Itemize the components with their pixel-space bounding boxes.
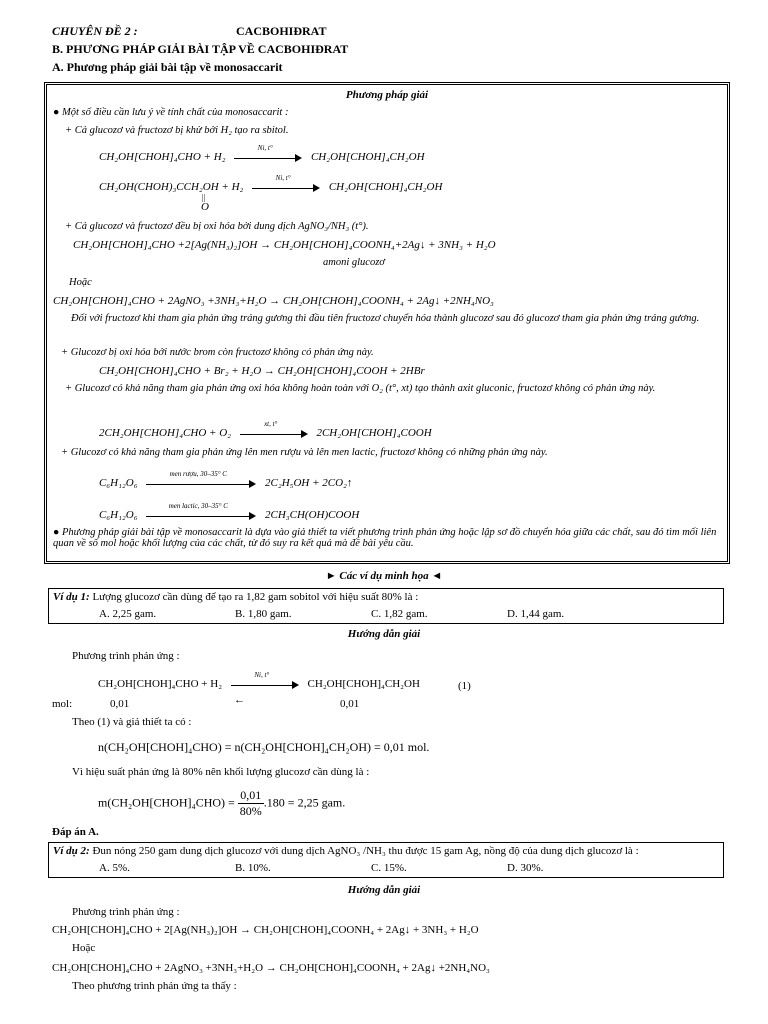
example-1-equation: CH₂OH[CHOH]₄CHO + H₂ Ni, t° CH₂OH[CHOH]₄CH₂OH xyxy=(98,671,420,690)
example-2-equation-2: CH₂OH[CHOH]₄CHO + 2AgNO₃ +3NH₃+H₂O → CH₂OH[CHOH]₄COONH₄ + 2Ag↓ +2NH₄NO₃ xyxy=(52,962,490,974)
mol-sorbitol: 0,01 xyxy=(340,698,360,710)
reaction-arrow: men lactic, 30–35° C xyxy=(146,510,256,520)
example-1-question: Ví dụ 1: Lượng glucozơ cần dùng để tạo ra 1,82 gam sobitol với hiệu suất 80% là : xyxy=(53,591,419,603)
product-name: amoni glucozơ xyxy=(323,257,385,268)
option-d: D. 30%. xyxy=(507,862,544,874)
answer-1: Đáp án A. xyxy=(52,826,99,838)
example-2-reaction-label: Phương trình phản ứng : xyxy=(72,906,180,918)
reaction-arrow: xt, t° xyxy=(240,428,308,438)
example-1-box xyxy=(48,588,724,624)
mol-glucose: 0,01 xyxy=(110,698,130,710)
option-b: B. 10%. xyxy=(235,862,271,874)
section-b-title: B. PHƯƠNG PHÁP GIẢI BÀI TẬP VỀ CACBOHIĐRAT xyxy=(52,42,349,56)
example-1-guide-title: Hướng dẫn giải xyxy=(347,628,421,640)
option-a: A. 5%. xyxy=(99,862,130,874)
chuyen-de-label: CHUYÊN ĐỀ 2 : xyxy=(52,24,138,38)
equation-lactic-fermentation: C₆H₁₂O₆ men lactic, 30–35° C 2CH₃CH(OH)COOH xyxy=(99,502,360,521)
section-a-title: A. Phương pháp giải bài tập về monosaccarit xyxy=(52,60,283,74)
method-box xyxy=(44,82,730,564)
mol-arrow: ← xyxy=(234,694,245,706)
example-2-question: Ví dụ 2: Đun nóng 250 gam dung dịch glucozơ với dung dịch AgNO₃ /NH₃ thu được 15 gam Ag, nồng độ của dung dịch glucozơ là : xyxy=(53,845,639,857)
reaction-arrow: Ni, t° xyxy=(231,679,299,689)
equation-glucose-h2: CH₂OH[CHOH]₄CHO + H₂ Ni, t° CH₂OH[CHOH]₄CH₂OH xyxy=(99,144,425,163)
note-intro: ● Một số điều cần lưu ý về tính chất của monosaccarit : xyxy=(53,107,289,118)
equation-oxygen: 2CH₂OH[CHOH]₄CHO + O₂ xt, t° 2CH₂OH[CHOH]₄COOH xyxy=(99,420,432,439)
option-d: D. 1,44 gam. xyxy=(507,608,565,620)
note-oxidize: + Cả glucozơ và fructozơ đều bị oxi hóa bởi dung dịch AgNO₃/NH₃ (t°). xyxy=(65,221,369,232)
example-1-equation-number: (1) xyxy=(458,680,471,692)
mass-equation: m(CH₂OH[CHOH]₄CHO) = $\frac{0,01}{80\%}$ .180 = 2,25 gam. xyxy=(98,788,346,818)
carbonyl-oxygen: O xyxy=(201,201,209,213)
note-bromine: + Glucozơ bị oxi hóa bởi nước brom còn fructozơ không có phản ứng này. xyxy=(61,347,374,358)
theo-1: Theo (1) và giả thiết ta có : xyxy=(72,716,192,728)
reaction-arrow: Ni, t° xyxy=(252,182,320,192)
example-2-equation-1: CH₂OH[CHOH]₄CHO + 2[Ag(NH₃)₂]OH → CH₂OH[CHOH]₄COONH₄ + 2Ag↓ + 3NH₃ + H₂O xyxy=(52,924,479,936)
equation-bromine: CH₂OH[CHOH]₄CHO + Br₂ + H₂O → CH₂OH[CHOH]₄COOH + 2HBr xyxy=(99,365,425,377)
example-1-reaction-label: Phương trình phản ứng : xyxy=(72,650,180,662)
or-label: Hoặc xyxy=(69,277,92,288)
examples-heading: ► Các ví dụ minh họa ◄ xyxy=(325,570,443,582)
example-2-or-label: Hoặc xyxy=(72,942,96,954)
method-summary: ● Phương pháp giải bài tập về monosaccarit là dựa vào giả thiết ta viết phương trình phản ứng hoặc lập sơ đồ chuyển hóa giữa các chất, sau đó tìm mối liên quan về số mol hoặc khối lượng của các chất, từ đó suy ra kết quả mà đề bài yêu cầu. xyxy=(53,527,717,549)
option-c: C. 15%. xyxy=(371,862,407,874)
example-2-box xyxy=(48,842,724,878)
option-a: A. 2,25 gam. xyxy=(99,608,157,620)
note-fructose-mirror: Đối với fructozơ khi tham gia phản ứng tráng gương thì đầu tiên fructozơ chuyển hóa thành glucozơ sau đó glucozơ tham gia phản ứng tráng gương. xyxy=(71,313,700,324)
method-title: Phương pháp giải xyxy=(345,89,429,101)
carbonyl-bond: || xyxy=(201,193,206,202)
note-fermentation: + Glucozơ có khả năng tham gia phản ứng lên men rượu và lên men lactic, fructozơ không có những phản ứng này. xyxy=(61,447,548,458)
note-oxygen: + Glucozơ có khả năng tham gia phản ứng oxi hóa không hoàn toàn với O₂ (t°, xt) tạo thành axit gluconic, fructozơ không có phản ứng này. xyxy=(65,383,656,394)
mol-label: mol: xyxy=(52,698,73,710)
equation-fructose-h2: CH₂OH(CHOH)₃CCH₂OH + H₂ Ni, t° CH₂OH[CHOH]₄CH₂OH xyxy=(99,174,443,193)
mole-equation: n(CH₂OH[CHOH]₄CHO) = n(CH₂OH[CHOH]₄CH₂OH) = 0,01 mol. xyxy=(98,740,430,754)
note-reduce: + Cả glucozơ và fructozơ bị khử bởi H₂ tạo ra sbitol. xyxy=(65,125,289,136)
reaction-arrow: Ni, t° xyxy=(234,152,302,162)
example-2-theo: Theo phương trình phản ứng ta thấy : xyxy=(72,980,237,992)
reaction-arrow: men rượu, 30–35° C xyxy=(146,478,256,488)
yield-note: Vì hiệu suất phản ứng là 80% nên khối lượng glucozơ cần dùng là : xyxy=(72,766,370,778)
option-b: B. 1,80 gam. xyxy=(235,608,292,620)
option-c: C. 1,82 gam. xyxy=(371,608,428,620)
equation-tollens-1: CH₂OH[CHOH]₄CHO +2[Ag(NH₃)₂]OH → CH₂OH[CHOH]₄COONH₄+2Ag↓ + 3NH₃ + H₂O xyxy=(73,239,496,251)
example-2-guide-title: Hướng dẫn giải xyxy=(347,884,421,896)
equation-alcohol-fermentation: C₆H₁₂O₆ men rượu, 30–35° C 2C₂H₅OH + 2CO₂↑ xyxy=(99,470,353,489)
topic-title: CACBOHIĐRAT xyxy=(236,24,327,38)
equation-tollens-2: CH₂OH[CHOH]₄CHO + 2AgNO₃ +3NH₃+H₂O → CH₂OH[CHOH]₄COONH₄ + 2Ag↓ +2NH₄NO₃ xyxy=(53,295,494,307)
